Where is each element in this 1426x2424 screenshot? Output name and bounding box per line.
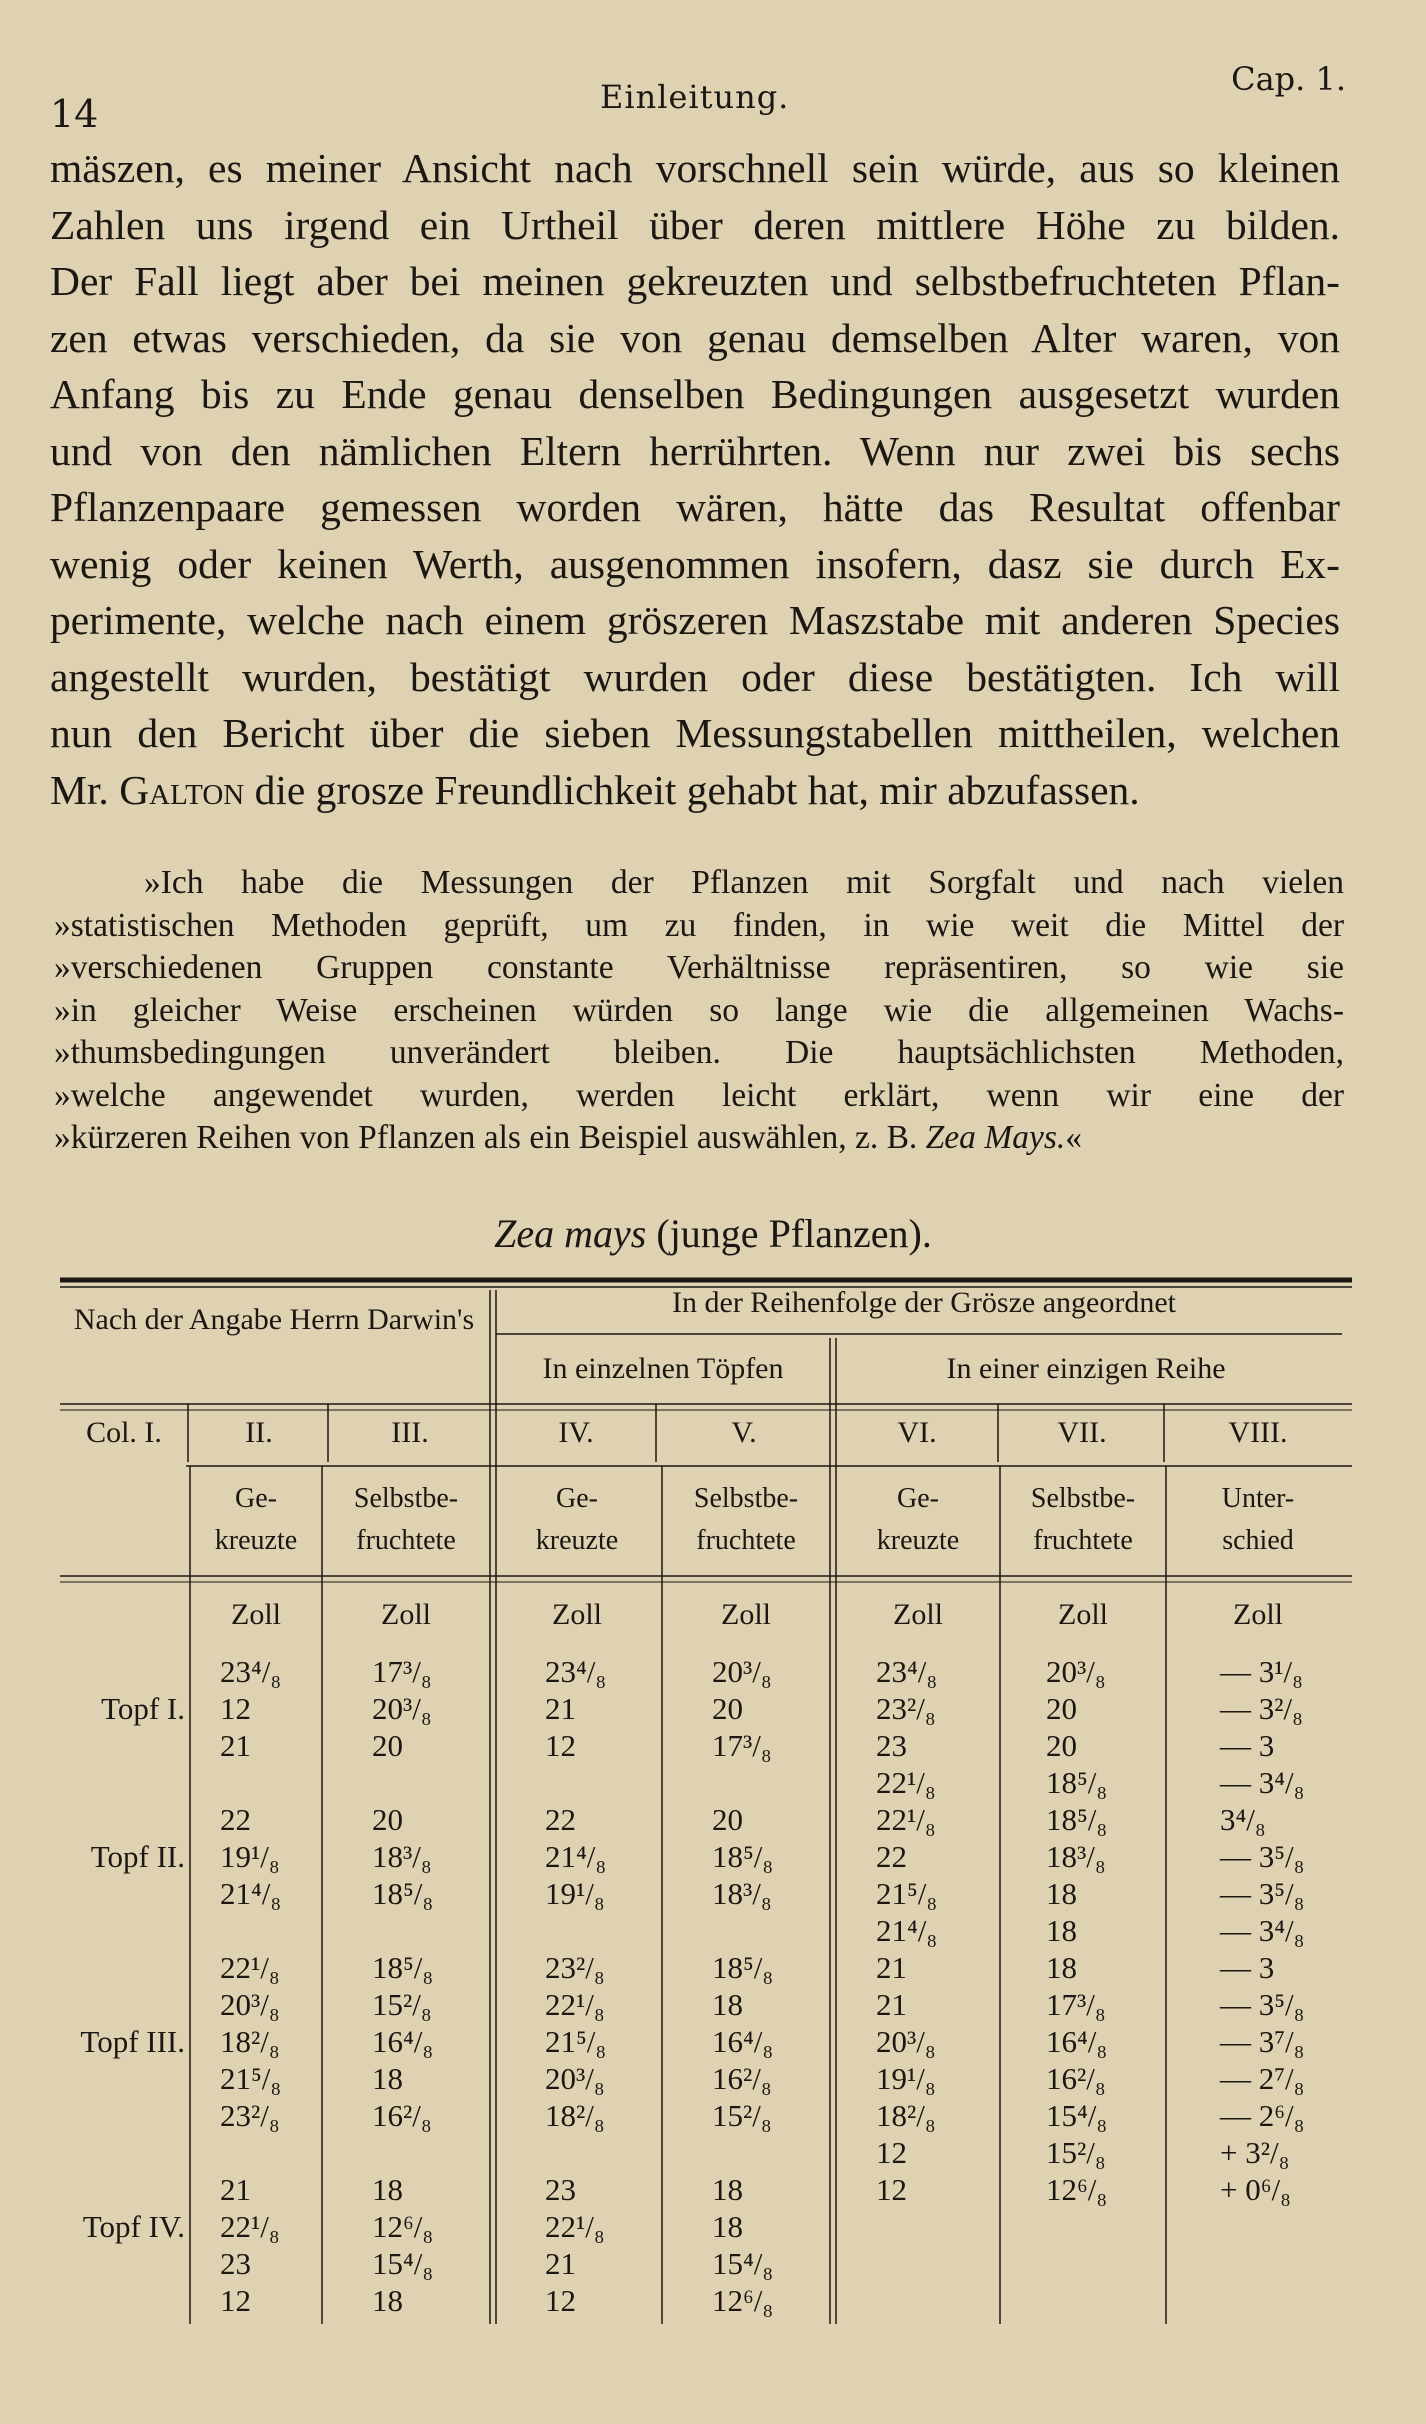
table-cell: 15²/₈ (1046, 2135, 1106, 2170)
table-cell: 23 (545, 2172, 576, 2207)
table-cell: 18⁵/₈ (712, 1950, 774, 1985)
table-cell: 20 (712, 1691, 743, 1726)
table-cell: 23⁴/₈ (876, 1654, 938, 1689)
table-cell: 12⁶/₈ (712, 2283, 774, 2318)
table-cell: 20 (372, 1728, 403, 1763)
table-title: Zea mays (junge Pflanzen). (494, 1211, 932, 1256)
column-label-6: VI. (897, 1416, 937, 1449)
pot-label: Topf III. (80, 2024, 185, 2059)
table-cell: 17³/₈ (712, 1728, 772, 1763)
body-line: Pflanzenpaare gemessen worden wären, hätte das Resultat offenbar (50, 484, 1340, 530)
table-cell: 12 (220, 2283, 251, 2318)
table-cell: 22¹/₈ (545, 1987, 605, 2022)
table-cell: 23 (220, 2246, 251, 2281)
table-cell: 18 (372, 2283, 403, 2318)
table-cell: — 3²/₈ (1220, 1691, 1303, 1726)
column-label-7: VII. (1057, 1416, 1107, 1449)
table-cell: 18⁵/₈ (1046, 1802, 1108, 1837)
table-cell: 12 (876, 2172, 907, 2207)
table-cell: 22 (545, 1802, 576, 1837)
table-cell: 12⁶/₈ (1046, 2172, 1108, 2207)
table-cell: 23²/₈ (876, 1691, 936, 1726)
column-subheader: Unter- schied (1221, 1483, 1295, 1556)
table-cell: 20 (712, 1802, 743, 1837)
column-label-2: II. (245, 1416, 273, 1449)
table-cell: 12⁶/₈ (372, 2209, 434, 2244)
table-cell: 23⁴/₈ (220, 1654, 282, 1689)
table-cell: 21⁴/₈ (545, 1839, 607, 1874)
table-cell: — 3⁵/₈ (1220, 1876, 1305, 1911)
table-cell: 17³/₈ (372, 1654, 432, 1689)
table-cell: — 3 (1220, 1950, 1275, 1985)
unit-label: Zoll (1233, 1598, 1283, 1631)
table-cell: 20³/₈ (372, 1691, 432, 1726)
table-cell: 21⁵/₈ (220, 2061, 282, 2096)
table-cell: 20 (1046, 1691, 1077, 1726)
unit-label: Zoll (552, 1598, 602, 1631)
table-cell: 19¹/₈ (220, 1839, 280, 1874)
column-label-4: IV. (558, 1416, 594, 1449)
table-cell: 20³/₈ (1046, 1654, 1106, 1689)
table-cell: 12 (545, 1728, 576, 1763)
table-cell: 21 (876, 1950, 907, 1985)
table-cell: 18⁵/₈ (1046, 1765, 1108, 1800)
table-cell: 21 (545, 2246, 576, 2281)
table-cell: 15⁴/₈ (712, 2246, 774, 2281)
column-label-3: III. (391, 1416, 429, 1449)
pot-label: Topf II. (90, 1839, 185, 1874)
table-cell: 21⁴/₈ (876, 1913, 938, 1948)
table-cell: 18²/₈ (545, 2098, 605, 2133)
body-line: perimente, welche nach einem gröszeren Maszstabe mit anderen Species (50, 597, 1340, 643)
quote-line: »Ich habe die Messungen der Pflanzen mit Sorgfalt und nach vielen (144, 864, 1344, 901)
column-subheader: Ge- kreuzte (214, 1483, 298, 1556)
table-cell: 20³/₈ (220, 1987, 280, 2022)
quote-line: »verschiedenen Gruppen constante Verhältnisse repräsentiren, so wie sie (54, 949, 1344, 986)
unit-label: Zoll (231, 1598, 281, 1631)
table-cell: 18 (372, 2061, 403, 2096)
table-cell: 12 (545, 2283, 576, 2318)
table-cell: 18 (1046, 1876, 1077, 1911)
table-cell: 20³/₈ (712, 1654, 772, 1689)
table-cell: — 3 (1220, 1728, 1275, 1763)
table-cell: 21⁴/₈ (220, 1876, 282, 1911)
column-subheader: Selbstbe- fruchtete (693, 1483, 799, 1556)
table-cell: — 2⁷/₈ (1220, 2061, 1305, 2096)
table-cell: 20³/₈ (876, 2024, 936, 2059)
table-cell: 21 (876, 1987, 907, 2022)
body-line: Zahlen uns irgend ein Urtheil über deren mittlere Höhe zu bilden. (50, 201, 1340, 248)
table-cell: — 3⁴/₈ (1220, 1765, 1305, 1800)
table-cell: 16²/₈ (372, 2098, 432, 2133)
table-cell: — 3⁵/₈ (1220, 1987, 1305, 2022)
table-cell: 16²/₈ (1046, 2061, 1106, 2096)
table-cell: 18³/₈ (372, 1839, 432, 1874)
group-header-right: In der Reihenfolge der Grösze angeordnet (672, 1286, 1176, 1319)
body-line: angestellt wurden, bestätigt wurden oder diese bestätigten. Ich will (50, 653, 1340, 700)
table-cell: 16⁴/₈ (1046, 2024, 1108, 2059)
table-cell: 18³/₈ (1046, 1839, 1106, 1874)
table-cell: 20 (372, 1802, 403, 1837)
running-head: Einleitung. (600, 78, 790, 116)
body-line: mäszen, es meiner Ansicht nach vorschnell sein würde, aus so kleinen (50, 145, 1340, 191)
table-cell: 22 (220, 1802, 251, 1837)
page-number: 14 (50, 92, 99, 136)
group-header-pots: In einzelnen Töpfen (542, 1352, 784, 1385)
quote-line: »statistischen Methoden geprüft, um zu finden, in wie weit die Mittel der (54, 906, 1344, 944)
table-cell: 18⁵/₈ (712, 1839, 774, 1874)
table-cell: 18 (372, 2172, 403, 2207)
table-cell: 20³/₈ (545, 2061, 605, 2096)
table-cell: 22¹/₈ (220, 1950, 280, 1985)
table-cell: 21 (220, 2172, 251, 2207)
table-cell: 21⁵/₈ (545, 2024, 607, 2059)
table-cell: 19¹/₈ (545, 1876, 605, 1911)
table-cell: — 3¹/₈ (1220, 1654, 1303, 1689)
column-subheader: Selbstbe- fruchtete (353, 1483, 459, 1556)
column-subheader: Selbstbe- fruchtete (1030, 1483, 1136, 1556)
column-label-1: Col. I. (86, 1416, 162, 1449)
table-cell: 20 (1046, 1728, 1077, 1763)
column-label-8: VIII. (1228, 1416, 1288, 1449)
pot-label: Topf IV. (82, 2209, 185, 2244)
table-cell: 23⁴/₈ (545, 1654, 607, 1689)
table-cell: 21 (220, 1728, 251, 1763)
table-cell: 12 (220, 1691, 251, 1726)
body-line: nun den Bericht über die sieben Messungstabellen mittheilen, welchen (50, 710, 1340, 756)
table-cell: 15²/₈ (372, 1987, 432, 2022)
unit-label: Zoll (721, 1598, 771, 1631)
table-cell: 18⁵/₈ (372, 1950, 434, 1985)
body-line: Anfang bis zu Ende genau denselben Bedingungen ausgesetzt wurden (50, 371, 1340, 417)
quote-line: »welche angewendet wurden, werden leicht erklärt, wenn wir eine der (54, 1076, 1344, 1114)
table-cell: 15⁴/₈ (372, 2246, 434, 2281)
unit-label: Zoll (1058, 1598, 1108, 1631)
table-cell: 18 (712, 2209, 743, 2244)
table-cell: 23 (876, 1728, 907, 1763)
table-cell: 18⁵/₈ (372, 1876, 434, 1911)
chapter-label: Cap. 1. (1231, 60, 1346, 98)
table-cell: — 3⁷/₈ (1220, 2024, 1305, 2059)
table-cell: 22¹/₈ (876, 1802, 936, 1837)
table-cell: 15²/₈ (712, 2098, 772, 2133)
table-cell: 16⁴/₈ (372, 2024, 434, 2059)
table-cell: 21⁵/₈ (876, 1876, 938, 1911)
table-cell: 22¹/₈ (220, 2209, 280, 2244)
pot-label: Topf I. (101, 1691, 185, 1726)
table-cell: 18 (1046, 1913, 1077, 1948)
body-line: wenig oder keinen Werth, ausgenommen insofern, dasz sie durch Ex- (50, 540, 1340, 587)
table-cell: 12 (876, 2135, 907, 2170)
table-cell: 22¹/₈ (876, 1765, 936, 1800)
unit-label: Zoll (893, 1598, 943, 1631)
body-line: Der Fall liegt aber bei meinen gekreuzten und selbstbefruchteten Pflan- (50, 258, 1340, 304)
quote-line: »thumsbedingungen unverändert bleiben. Die hauptsächlichsten Methoden, (54, 1034, 1344, 1071)
table-cell: — 3⁵/₈ (1220, 1839, 1305, 1874)
table-cell: 16²/₈ (712, 2061, 772, 2096)
table-cell: — 3⁴/₈ (1220, 1913, 1305, 1948)
table-cell: 18²/₈ (220, 2024, 280, 2059)
table-cell: 18 (712, 2172, 743, 2207)
body-last-line: Mr. Galton die grosze Freundlichkeit gehabt hat, mir abzufassen. (50, 766, 1140, 813)
group-header-left: Nach der Angabe Herrn Darwin's (73, 1303, 475, 1336)
quote-last-line: »kürzeren Reihen von Pflanzen als ein Beispiel auswählen, z. B. Zea Mays.« (54, 1119, 1082, 1156)
table-cell: 18 (1046, 1950, 1077, 1985)
table-cell: 21 (545, 1691, 576, 1726)
table-cell: 3⁴/₈ (1220, 1802, 1266, 1837)
table-cell: 23²/₈ (545, 1950, 605, 1985)
table-cell: 18 (712, 1987, 743, 2022)
table-cell: 19¹/₈ (876, 2061, 936, 2096)
species-name: Zea Mays. (925, 1119, 1066, 1156)
column-label-5: V. (731, 1416, 757, 1449)
table-cell: 15⁴/₈ (1046, 2098, 1108, 2133)
table-cell: 17³/₈ (1046, 1987, 1106, 2022)
table-cell: 18²/₈ (876, 2098, 936, 2133)
column-subheader: Ge- kreuzte (876, 1483, 960, 1556)
table-cell: 23²/₈ (220, 2098, 280, 2133)
table-cell: 18³/₈ (712, 1876, 772, 1911)
unit-label: Zoll (381, 1598, 431, 1631)
body-line: und von den nämlichen Eltern herrührten. Wenn nur zwei bis sechs (50, 427, 1340, 474)
table-cell: + 0⁶/₈ (1220, 2172, 1291, 2207)
body-line: zen etwas verschieden, da sie von genau demselben Alter waren, von (50, 314, 1340, 361)
table-cell: — 2⁶/₈ (1220, 2098, 1305, 2133)
table-cell: 22¹/₈ (545, 2209, 605, 2244)
table-cell: + 3²/₈ (1220, 2135, 1290, 2170)
table-cell: 16⁴/₈ (712, 2024, 774, 2059)
author-name: Galton (119, 766, 245, 813)
quote-line: »in gleicher Weise erscheinen würden so lange wie die allgemeinen Wachs- (54, 991, 1344, 1029)
group-header-single-row: In einer einzigen Reihe (946, 1352, 1226, 1385)
column-subheader: Ge- kreuzte (535, 1483, 619, 1556)
table-cell: 22 (876, 1839, 907, 1874)
